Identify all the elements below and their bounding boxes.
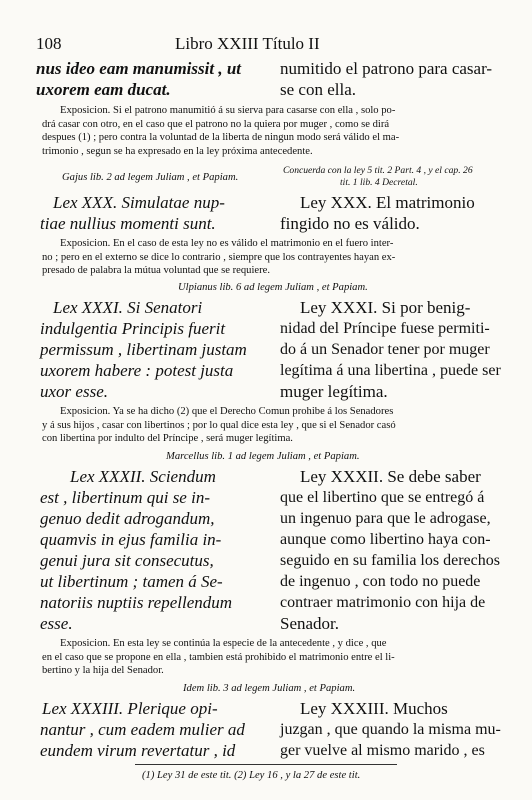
page-number: 108 xyxy=(36,34,62,53)
latin-line: uxorem habere : potest justa xyxy=(40,361,234,380)
spanish-line: do á un Senador tener por muger xyxy=(280,341,490,358)
text-line: Exposicion. En el caso de esta ley no es válido el matrimonio en el fuero inter- xyxy=(60,238,394,249)
spanish-line: nidad del Príncipe fuese permiti- xyxy=(280,320,490,337)
spanish-line: de ingenuo , con todo no puede xyxy=(280,573,481,590)
running-title: Libro XXIII Título II xyxy=(175,34,320,53)
spanish-line: Ley XXXIII. Muchos xyxy=(300,699,448,718)
latin-line: eundem virum revertatur , id xyxy=(40,741,236,760)
footnote-rule xyxy=(135,764,397,765)
spanish-line: fingido no es válido. xyxy=(280,214,420,233)
latin-line: natoriis nuptiis repellendum xyxy=(40,593,233,612)
spanish-line: Ley XXXI. Si por benig- xyxy=(300,298,471,317)
text-line: despues (1) ; pero contra la voluntad de la liberta de ningun modo será válido el ma- xyxy=(42,132,400,144)
text-line: Exposicion. En esta ley se continúa la especie de la antecedente , y dice , que xyxy=(60,638,387,649)
text-line: drá casar con otro, en el caso que el patrono no la quiera por muger , como se dirá xyxy=(42,118,390,130)
latin-line: Lex XXXII. Sciendum xyxy=(70,467,216,486)
latin-line: uxorem eam ducat. xyxy=(36,80,171,99)
text-line: Exposicion. Si el patrono manumitió á su sierva para casarse con ella , solo po- xyxy=(60,105,396,116)
source-citation: Gajus lib. 2 ad legem Juliam , et Papiam. xyxy=(62,172,239,183)
spanish-line: que el libertino que se entregó á xyxy=(280,489,485,506)
spanish-line: legítima á una libertina , puede ser xyxy=(280,362,501,379)
latin-line: uxor esse. xyxy=(40,382,108,401)
spanish-line: ger vuelve al mismo marido , es xyxy=(280,742,485,759)
source-citation: Marcellus lib. 1 ad legem Juliam , et Papiam. xyxy=(166,451,360,462)
spanish-line: aunque como libertino haya con- xyxy=(280,531,491,548)
text-line: trimonio , segun se ha expresado en la ley próxima antecedente. xyxy=(42,145,313,157)
spanish-line: un ingenuo para que le adrogase, xyxy=(280,510,491,527)
text-line: Exposicion. Ya se ha dicho (2) que el Derecho Comun prohibe á los Senadores xyxy=(60,406,394,417)
latin-line: nus ideo eam manumissit , ut xyxy=(36,59,241,78)
latin-line: indulgentia Principis fuerit xyxy=(40,319,226,338)
footnotes: (1) Ley 31 de este tit. (2) Ley 16 , y la 27 de este tit. xyxy=(142,770,361,781)
source-citation: Idem lib. 3 ad legem Juliam , et Papiam. xyxy=(183,683,356,694)
latin-line: Lex XXX. Simulatae nup- xyxy=(53,193,225,212)
spanish-line: contraer matrimonio con hija de xyxy=(280,594,486,611)
latin-line: quamvis in ejus familia in- xyxy=(40,530,222,549)
concordance-citation: Concuerda con la ley 5 tit. 2 Part. 4 , y el cap. 26 xyxy=(283,165,473,176)
text-line: presado de palabra la mútua voluntad que se requiere. xyxy=(42,265,270,277)
text-line: bertino y la hija del Senador. xyxy=(42,665,164,677)
text-line: y á sus hijos , casar con libertinos ; por lo qual dice esta ley , que si el Senador casó xyxy=(42,419,396,431)
concordance-citation: tit. 1 lib. 4 Decretal. xyxy=(340,177,418,188)
text-line: en el caso que se propone en ella , tambien está prohibido el matrimonio entre el li- xyxy=(42,651,395,663)
text-line: con libertina por indulto del Príncipe , será muger legítima. xyxy=(42,433,293,445)
spanish-line: numitido el patrono para casar- xyxy=(280,59,493,78)
spanish-line: muger legítima. xyxy=(280,382,388,401)
latin-line: nantur , cum eadem mulier ad xyxy=(40,720,245,739)
latin-line: ut libertinum ; tamen á Se- xyxy=(40,572,223,591)
source-citation: Ulpianus lib. 6 ad legem Juliam , et Papiam. xyxy=(178,282,368,293)
latin-line: genuo dedit adrogandum, xyxy=(40,509,215,528)
latin-line: Lex XXXI. Si Senatori xyxy=(53,298,203,317)
latin-line: esse. xyxy=(40,614,73,633)
exposicion-paragraph xyxy=(42,405,492,446)
spanish-line: seguido en su familia los derechos xyxy=(280,552,500,569)
latin-line: est , libertinum qui se in- xyxy=(40,488,210,507)
latin-line: genui jura sit consecutus, xyxy=(40,551,214,570)
latin-line: tiae nullius momenti sunt. xyxy=(40,214,216,233)
exposicion-paragraph xyxy=(42,237,492,278)
latin-line: Lex XXXIII. Plerique opi- xyxy=(42,699,218,718)
spanish-line: Ley XXX. El matrimonio xyxy=(300,193,475,212)
exposicion-paragraph xyxy=(42,104,492,158)
spanish-line: Senador. xyxy=(280,614,340,633)
spanish-line: se con ella. xyxy=(280,80,356,99)
spanish-line: juzgan , que quando la misma mu- xyxy=(280,721,501,738)
latin-line: permissum , libertinam justam xyxy=(40,340,247,359)
spanish-line: Ley XXXII. Se debe saber xyxy=(300,467,481,486)
exposicion-paragraph xyxy=(42,637,492,678)
text-line: no ; pero en el externo se dice lo contrario , siempre que los contrayentes hayan ex- xyxy=(42,251,396,263)
